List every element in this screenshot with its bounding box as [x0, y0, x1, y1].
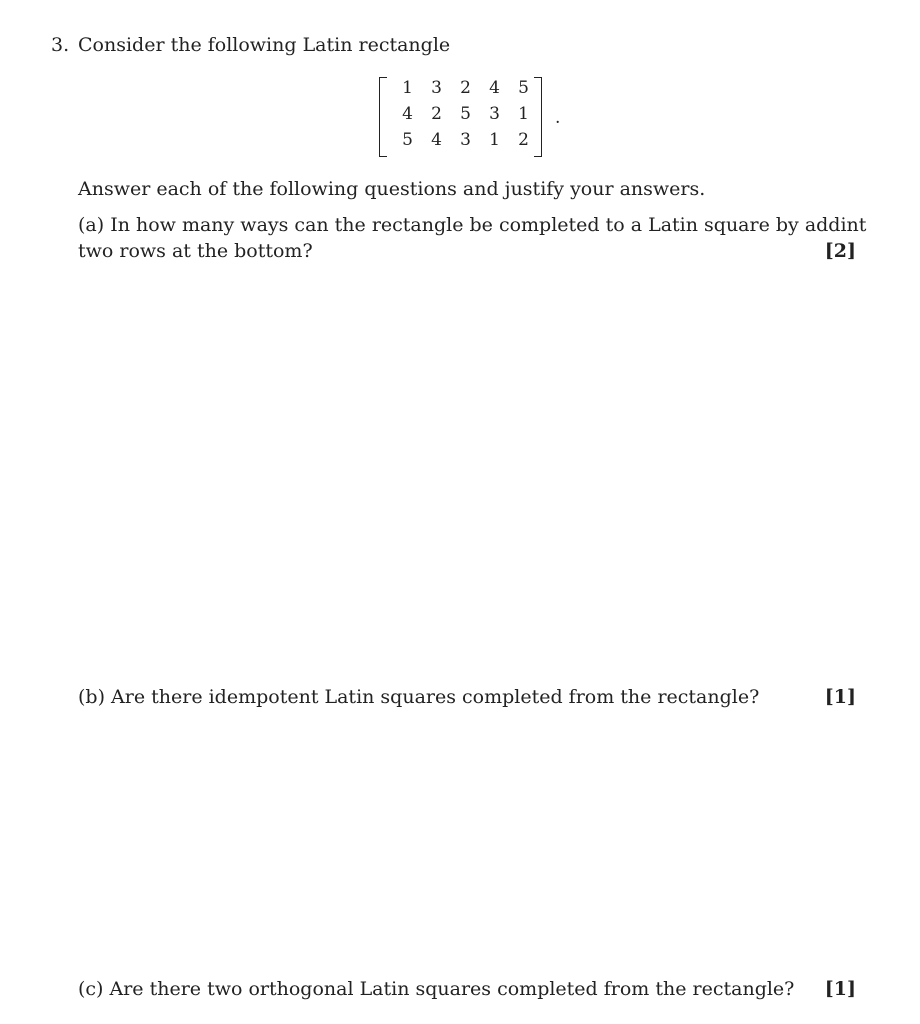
question-heading: [51, 32, 450, 58]
latin-rectangle-matrix: [379, 74, 569, 160]
part-c-question: (c) Are there two orthogonal Latin squares completed from the rectangle?: [78, 978, 795, 1000]
left-bracket: [379, 77, 387, 157]
right-bracket: [534, 77, 542, 157]
matrix-cell: 4: [489, 78, 500, 98]
matrix-cell: 2: [431, 104, 442, 124]
matrix-cell: 5: [460, 104, 471, 124]
matrix-period: .: [555, 108, 561, 128]
matrix-cell: 2: [460, 78, 471, 98]
matrix-cell: 5: [402, 130, 413, 150]
matrix-cell: 3: [460, 130, 471, 150]
matrix-cell: 1: [489, 130, 500, 150]
question-intro: Consider the following Latin rectangle: [78, 34, 451, 56]
part-b-question: (b) Are there idempotent Latin squares completed from the rectangle?: [78, 686, 760, 708]
matrix-cell: 4: [402, 104, 413, 124]
part-a-line-1: (a) In how many ways can the rectangle be completed to a Latin square by addint: [78, 214, 867, 236]
matrix-cell: 5: [518, 78, 529, 98]
matrix-cell: 1: [402, 78, 413, 98]
matrix-cell: 2: [518, 130, 529, 150]
part-a-marks: [2]: [824, 240, 856, 262]
part-a-line-2: two rows at the bottom?: [78, 240, 313, 262]
part-b-marks: [1]: [824, 686, 856, 708]
part-c-marks: [1]: [824, 978, 856, 1000]
matrix-cell: 3: [431, 78, 442, 98]
question-number: 3.: [51, 34, 70, 56]
matrix-grid: [393, 78, 538, 156]
matrix-cell: 4: [431, 130, 442, 150]
instructions: Answer each of the following questions and justify your answers.: [78, 178, 706, 200]
matrix-cell: 1: [518, 104, 529, 124]
matrix-cell: 3: [489, 104, 500, 124]
